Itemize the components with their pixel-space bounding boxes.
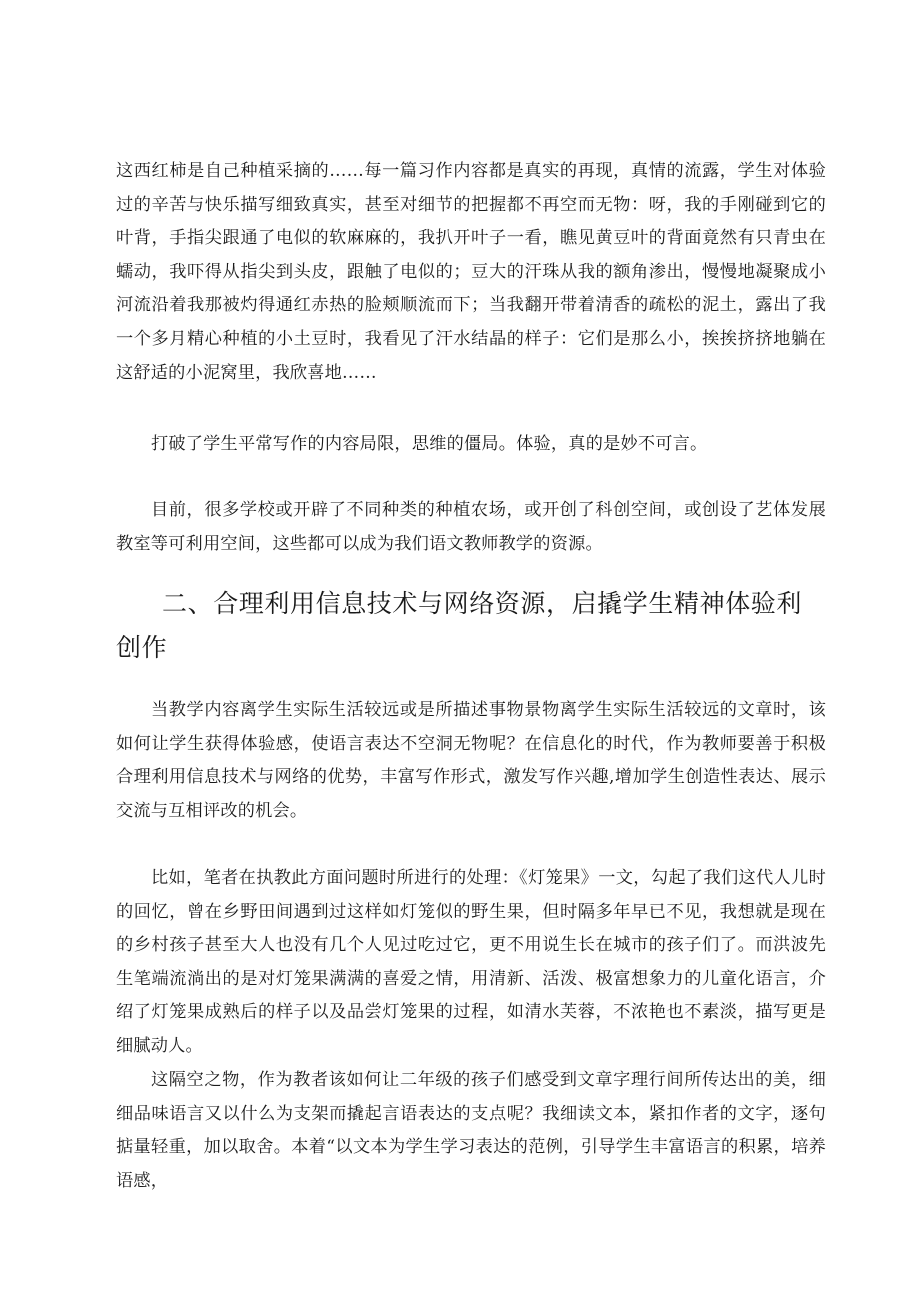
section-heading-2: 二、合理利用信息技术与网络资源，启撬学生精神体验利创作 [116, 589, 803, 662]
paragraph-lantern-fruit-example: 比如，笔者在执教此方面问题时所进行的处理：《灯笼果》一文，勾起了我们这代人儿时的回忆，曾在乡野田间遇到过这样如灯笼似的野生果，但时隔多年早已不见，我想就是现在的乡村孩子甚至大人也没有几个人见过吃过它，更不用说生长在城市的孩子们了。而洪波先生笔端流淌出的是对灯笼果满满的喜爱之情，用清新、活泼、极富想象力的儿童化语言，介绍了灯笼果成熟后的样子以及品尝灯笼果的过程，如清水芙蓉，不浓艳也不素淡，描写更是细腻动人。 [116, 868, 826, 1056]
paragraph-breaking-limits: 打破了学生平常写作的内容局限，思维的僵局。体验，真的是妙不可言。 [151, 434, 708, 454]
paragraph-school-resources: 目前，很多学校或开辟了不同种类的种植农场，或开创了科创空间，或创设了艺体发展教室等可利用空间，这些都可以成为我们语文教师教学的资源。 [116, 500, 826, 554]
paragraph-information-technology: 当教学内容离学生实际生活较远或是所描述事物景物离学生实际生活较远的文章时，该如何让学生获得体验感，使语言表达不空洞无物呢？在信息化的时代，作为教师要善于积极合理利用信息技术与网络的优势，丰富写作形式，激发写作兴趣,增加学生创造性表达、展示交流与互相评改的机会。 [116, 700, 826, 821]
paragraph-experience-details: 这西红柿是自己种植采摘的……每一篇习作内容都是真实的再现，真情的流露，学生对体验过的辛苦与快乐描写细致真实，甚至对细节的把握都不再空而无物：呀，我的手刚碰到它的叶背，手指尖跟通了电似的软麻麻的，我扒开叶子一看，瞧见黄豆叶的背面竟然有只青虫在蠕动，我吓得从指尖到头皮，跟触了电似的；豆大的汗珠从我的额角渗出，慢慢地凝聚成小河流沿着我那被灼得通红赤热的脸颊顺流而下；当我翻开带着清香的疏松的泥土，露出了我一个多月精心种植的小土豆时，我看见了汗水结晶的样子：它们是那么小，挨挨挤挤地躺在这舒适的小泥窝里，我欣喜地…… [116, 161, 826, 383]
paragraph-teaching-approach: 这隔空之物，作为教者该如何让二年级的孩子们感受到文章字理行间所传达出的美，细细品味语言又以什么为支架而撬起言语表达的支点呢？我细读文本，紧扣作者的文字，逐句掂量轻重，加以取舍。本着“以文本为学生学习表达的范例，引导学生丰富语言的积累，培养语感， [116, 1070, 826, 1191]
